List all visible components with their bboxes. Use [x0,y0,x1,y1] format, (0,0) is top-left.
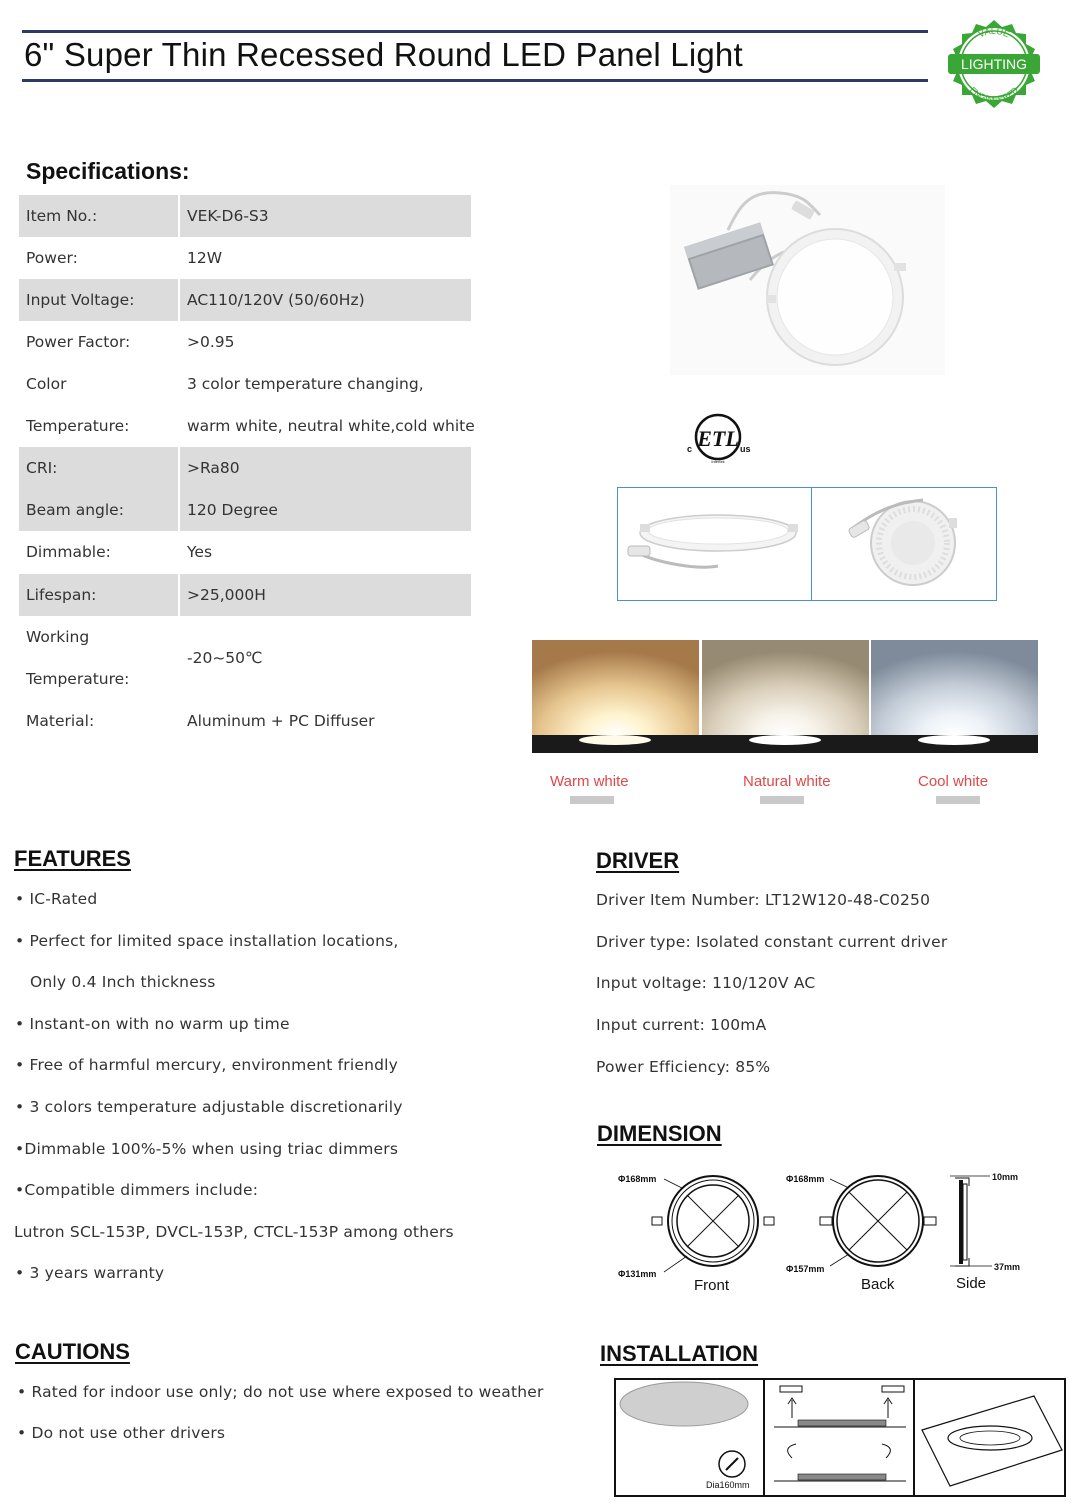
features-item: • Perfect for limited space installation locations, [15,932,399,950]
spec-key: Input Voltage: [26,291,135,309]
spec-row [19,279,471,321]
spec-value: 120 Degree [187,501,278,519]
dimension-heading: DIMENSION [597,1121,722,1146]
driver-item: Driver type: Isolated constant current driver [596,933,948,951]
spec-value: >25,000H [187,586,266,604]
product-views-divider [811,487,812,601]
spec-value: VEK-D6-S3 [187,207,269,225]
specifications-heading: Specifications: [26,158,190,184]
driver-item: Input current: 100mA [596,1016,767,1034]
spec-key-continued: Temperature: [26,670,130,688]
installation-steps-drawing [614,1378,1066,1498]
spec-row [19,321,471,363]
page-title: 6" Super Thin Recessed Round LED Panel Light [24,36,743,73]
spec-row [19,447,471,489]
driver-item: Input voltage: 110/120V AC [596,974,816,992]
spec-value: -20~50℃ [187,649,263,667]
badge-bottom: ENGINEERED [967,84,1021,105]
cautions-heading: CAUTIONS [15,1339,130,1364]
spec-key: Material: [26,712,95,730]
features-item: Only 0.4 Inch thickness [30,973,216,991]
driver-heading: DRIVER [596,848,680,873]
etl-mark: ETL [697,426,739,451]
etl-us: us [740,444,751,454]
spec-row [19,237,471,279]
installation-heading: INSTALLATION [600,1341,759,1366]
spec-key: Dimmable: [26,543,111,561]
cautions-item: • Do not use other drivers [17,1424,226,1442]
spec-key: Item No.: [26,207,98,225]
back-outer-dim: Φ168mm [786,1174,825,1184]
spec-value: 3 color temperature changing, [187,375,424,393]
spec-key: CRI: [26,459,58,477]
header-rule-bottom [22,79,928,82]
product-photo [670,185,945,375]
side-bottom-dim: 37mm [994,1262,1021,1272]
value-engineered-badge-icon [944,18,1044,110]
spec-row [19,700,471,742]
natural-white-label: Natural white [743,773,831,790]
natural-white-swatch [760,796,804,804]
features-item: •Dimmable 100%-5% when using triac dimmers [15,1140,399,1158]
features-item: •Compatible dimmers include: [15,1181,259,1199]
spec-key: Temperature: [26,417,130,435]
badge-middle: LIGHTING [960,56,1028,72]
spec-key: Color [26,375,67,393]
driver-item: Driver Item Number: LT12W120-48-C0250 [596,891,931,909]
features-item: • Instant-on with no warm up time [15,1015,290,1033]
features-item: • Free of harmful mercury, environment friendly [15,1056,399,1074]
features-heading: FEATURES [14,846,131,871]
spec-value: Aluminum + PC Diffuser [187,712,375,730]
features-item: Lutron SCL-153P, DVCL-153P, CTCL-153P among others [14,1223,454,1241]
front-inner-dim: Φ131mm [618,1269,657,1279]
features-item: • 3 years warranty [15,1264,165,1282]
spec-row [19,363,471,405]
spec-row [19,405,475,447]
etl-sub: Intertek [711,459,725,464]
side-label: Side [956,1275,987,1292]
etl-listed-icon [684,410,756,468]
front-label: Front [694,1277,730,1294]
spec-value: >0.95 [187,333,235,351]
spec-value: Yes [187,543,213,561]
spec-row [19,489,471,531]
spec-value: 12W [187,249,223,267]
cool-white-label: Cool white [918,773,989,790]
back-inner-dim: Φ157mm [786,1264,825,1274]
spec-row [19,616,471,700]
warm-white-swatch [570,796,614,804]
spec-key: Power: [26,249,78,267]
installation-cutout-label: Dia160mm [706,1480,750,1490]
spec-key: Lifespan: [26,586,97,604]
spec-key: Beam angle: [26,501,124,519]
color-temperature-photos [532,640,1038,753]
front-outer-dim: Φ168mm [618,1174,657,1184]
cautions-item: • Rated for indoor use only; do not use where exposed to weather [17,1383,544,1401]
cool-white-swatch [936,796,980,804]
side-top-dim: 10mm [992,1172,1019,1182]
spec-value: warm white, neutral white,cold white [187,417,475,435]
panel-back-view-photo [813,488,995,600]
features-item: • IC-Rated [15,890,98,908]
spec-value: AC110/120V (50/60Hz) [187,291,365,309]
spec-row [19,195,471,237]
driver-item: Power Efficiency: 85% [596,1058,771,1076]
spec-row [19,574,471,616]
dimension-drawing [612,1166,1052,1298]
header-rule-top [22,30,928,33]
badge-top: VALUE [976,25,1012,40]
back-label: Back [861,1276,895,1293]
spec-row [19,531,471,573]
spec-key: Power Factor: [26,333,131,351]
spec-key: Working [26,628,90,646]
features-item: • 3 colors temperature adjustable discretionarily [15,1098,403,1116]
spec-value: >Ra80 [187,459,240,477]
panel-side-view-photo [618,488,810,600]
warm-white-label: Warm white [550,773,629,790]
etl-c: c [687,444,693,454]
